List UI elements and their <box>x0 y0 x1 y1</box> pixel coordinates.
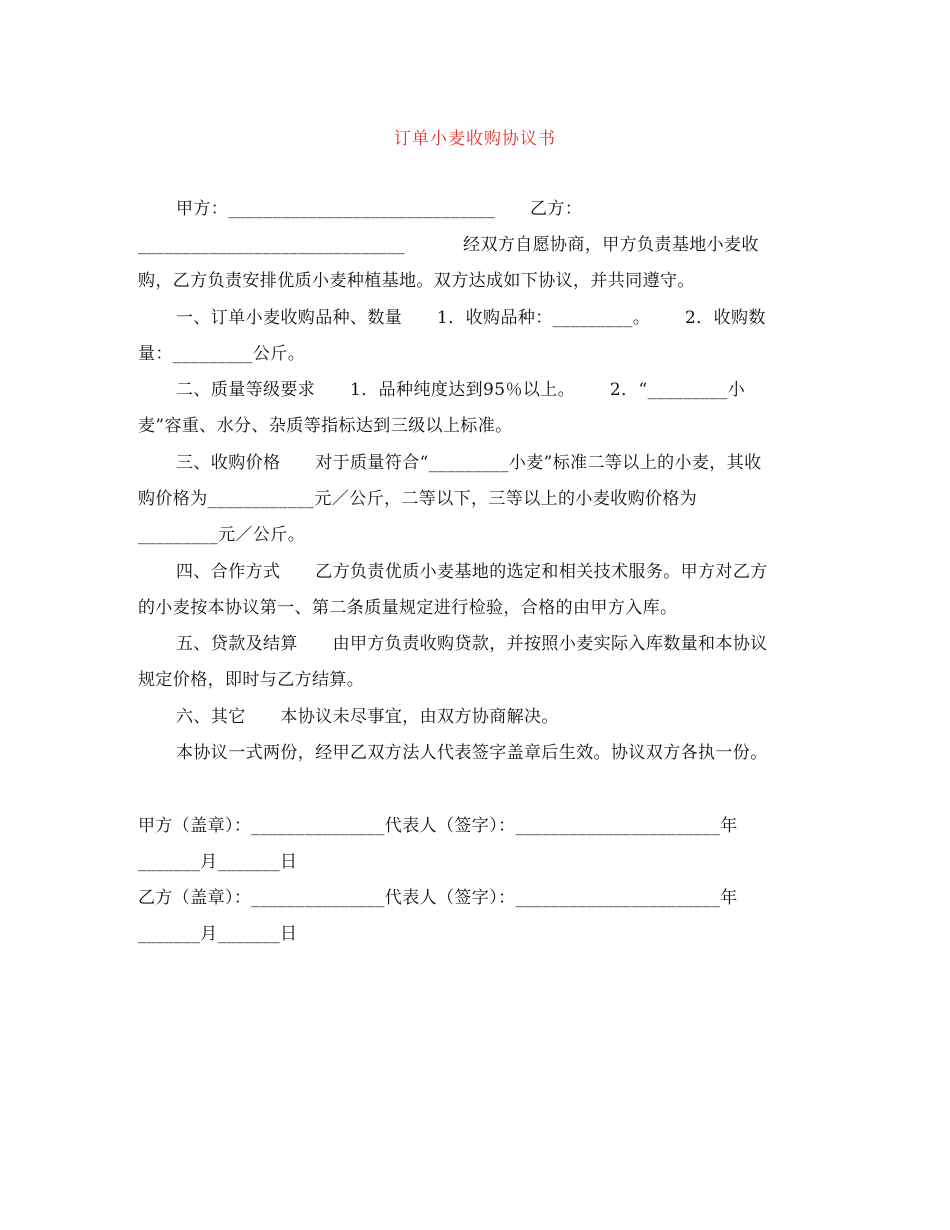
preamble-line: 购，乙方负责安排优质小麦种植基地。双方达成如下协议，并共同遵守。 <box>138 271 695 291</box>
signature-party-a: 甲方（盖章）：_______________代表人（签字）：_______________________年 <box>138 816 738 836</box>
signature-date-b: _______月_______日 <box>138 924 298 944</box>
clause-6: 六、其它 本协议未尽事宜，由双方协商解决。 <box>176 707 559 727</box>
clause-5: 五、贷款及结算 由甲方负责收购贷款，并按照小麦实际入库数量和本协议 <box>176 634 768 654</box>
document-title: 订单小麦收购协议书 <box>394 129 556 149</box>
signature-date-a: _______月_______日 <box>138 852 298 872</box>
clause-4-cont: 的小麦按本协议第一、第二条质量规定进行检验，合格的由甲方入库。 <box>138 598 678 618</box>
clause-1-cont: 量：_________公斤。 <box>138 344 306 364</box>
clause-4: 四、合作方式 乙方负责优质小麦基地的选定和相关技术服务。甲方对乙方 <box>176 562 768 582</box>
clause-5-cont: 规定价格，即时与乙方结算。 <box>138 670 365 690</box>
clause-3-cont: 购价格为____________元／公斤，二等以下，三等以上的小麦收购价格为 <box>138 489 698 509</box>
clause-1: 一、订单小麦收购品种、数量 1．收购品种：_________。 2．收购数 <box>176 308 766 328</box>
party-line: 甲方：______________________________ 乙方： <box>176 199 583 219</box>
clause-3-cont: _________元／公斤。 <box>138 525 306 545</box>
clause-2-cont: 麦”容重、水分、杂质等指标达到三级以上标准。 <box>138 416 513 436</box>
signature-party-b: 乙方（盖章）：_______________代表人（签字）：_______________________年 <box>138 888 738 908</box>
effect-clause: 本协议一式两份，经甲乙双方法人代表签字盖章后生效。协议双方各执一份。 <box>176 743 768 763</box>
clause-2: 二、质量等级要求 1．品种纯度达到95％以上。 2．“_________小 <box>176 380 746 400</box>
preamble-line: ______________________________ 经双方自愿协商，甲方负责基地小麦收 <box>138 235 759 255</box>
clause-3: 三、收购价格 对于质量符合“_________小麦”标准二等以上的小麦，其收 <box>176 453 762 473</box>
